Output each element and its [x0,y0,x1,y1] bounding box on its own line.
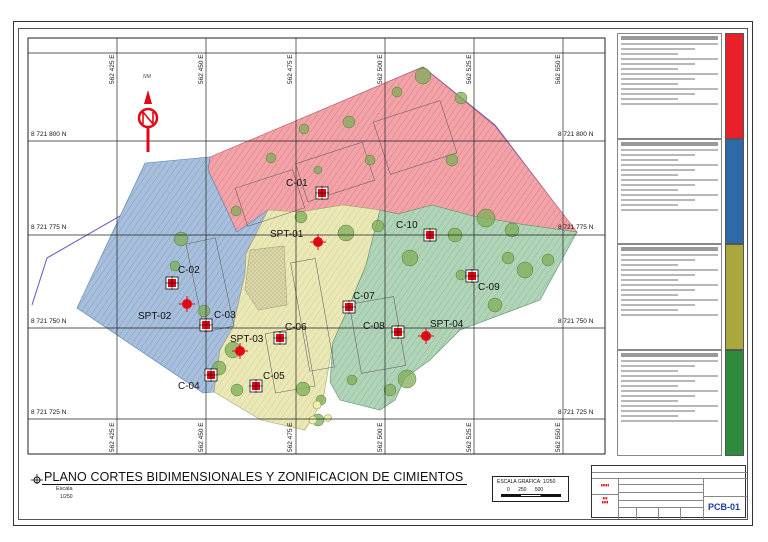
easting-label-bottom: 562 450 E [198,422,205,452]
easting-label-top: 562 475 E [287,54,294,84]
tree-icon [455,92,467,104]
tree-icon [542,254,554,266]
graphic-scale-label: ESCALA GRAFICA: 1/250 [497,479,556,485]
tree-icon [299,124,309,134]
calicata-marker [273,331,287,345]
easting-label-top: 562 450 E [198,54,205,84]
tree-icon [488,298,502,312]
tree-icon [365,155,375,165]
calicata-marker [465,269,479,283]
easting-label-top: 562 425 E [109,54,116,84]
tree-icon [456,270,466,280]
legend-panel-blue [617,139,722,244]
easting-label-top: 562 550 E [555,54,562,84]
easting-label-top: 562 525 E [466,54,473,84]
shrub-icon [325,415,332,422]
title-block [591,465,746,518]
legend-panel-green [617,350,722,456]
scale-mark: 500 [534,487,544,493]
tree-icon [198,305,210,317]
label-c-09: C-09 [478,282,500,293]
north-arrow-label: NM [143,74,151,80]
scale-caption: Escala [56,486,73,492]
crosshair-icon [30,470,44,484]
northing-label-left: 8 721 800 N [31,131,67,138]
label-c-01: C-01 [286,178,308,189]
legend-swatch-blue [725,139,744,244]
tree-icon [338,225,354,241]
tree-icon [502,252,514,264]
northing-label-right: 8 721 725 N [558,409,594,416]
label-spt-04: SPT-04 [430,319,464,330]
tree-icon [415,68,431,84]
northing-label-right: 8 721 775 N [558,224,594,231]
legend-swatch-yellow [725,244,744,350]
shrub-icon [309,416,317,424]
drawing-title: PLANO CORTES BIDIMENSIONALES Y ZONIFICACION DE CIMIENTOS [44,470,464,484]
scale-value: 1/250 [60,494,73,500]
shrub-icon [313,401,321,409]
label-c-06: C-06 [285,322,307,333]
label-c-10: C-10 [396,220,418,231]
calicata-marker [315,186,329,200]
label-spt-01: SPT-01 [270,229,304,240]
legend-column [617,33,745,456]
tree-icon [398,370,416,388]
label-spt-03: SPT-03 [230,334,264,345]
easting-label-top: 562 500 E [377,54,384,84]
scale-mark: 0 [507,487,510,493]
tree-icon [446,154,458,166]
tree-icon [266,153,276,163]
title-underline [42,484,467,485]
label-spt-02: SPT-02 [138,311,172,322]
tree-icon [477,209,495,227]
easting-label-bottom: 562 475 E [287,422,294,452]
calicata-marker [204,368,218,382]
tree-icon [372,220,384,232]
calicata-marker [391,325,405,339]
tree-icon [392,87,402,97]
tree-icon [231,384,243,396]
easting-label-bottom: 562 525 E [466,422,473,452]
label-c-05: C-05 [263,371,285,382]
legend-panel-red [617,33,722,139]
title-block-firm-mark: ▮▮▮ ▮▮▮▮ [601,496,609,504]
calicata-marker [423,228,437,242]
northing-label-right: 8 721 750 N [558,318,594,325]
graphic-scale-marks [507,487,543,493]
calicata-marker [342,300,356,314]
northing-label-left: 8 721 725 N [31,409,67,416]
drawing-title-block [30,470,464,500]
label-c-07: C-07 [353,291,375,302]
tree-icon [314,166,322,174]
easting-label-bottom: 562 500 E [377,422,384,452]
label-c-03: C-03 [214,310,236,321]
label-c-02: C-02 [178,265,200,276]
legend-swatch-green [725,350,744,456]
easting-label-bottom: 562 550 E [555,422,562,452]
tree-icon [231,206,241,216]
legend-swatch-red [725,33,744,139]
label-c-04: C-04 [178,381,200,392]
tree-icon [402,250,418,266]
tree-icon [295,211,307,223]
northing-label-left: 8 721 775 N [31,224,67,231]
calicata-marker [249,379,263,393]
scale-mark: 250 [518,487,527,493]
tree-icon [384,384,396,396]
northing-label-left: 8 721 750 N [31,318,67,325]
tree-icon [174,232,188,246]
tree-icon [347,375,357,385]
legend-panel-yellow [617,244,722,350]
tree-icon [517,262,533,278]
graphic-scale [492,476,569,502]
title-block-logo-red: ▮▮▮▮▮ [600,483,610,487]
calicata-marker [199,318,213,332]
sheet-code: PCB-01 [708,502,741,512]
tree-icon [343,116,355,128]
northing-label-right: 8 721 800 N [558,131,594,138]
graphic-scale-bar [501,494,561,497]
north-arrow [139,74,157,152]
easting-label-bottom: 562 425 E [109,422,116,452]
calicata-marker [165,276,179,290]
tree-icon [296,382,310,396]
label-c-08: C-08 [363,321,385,332]
